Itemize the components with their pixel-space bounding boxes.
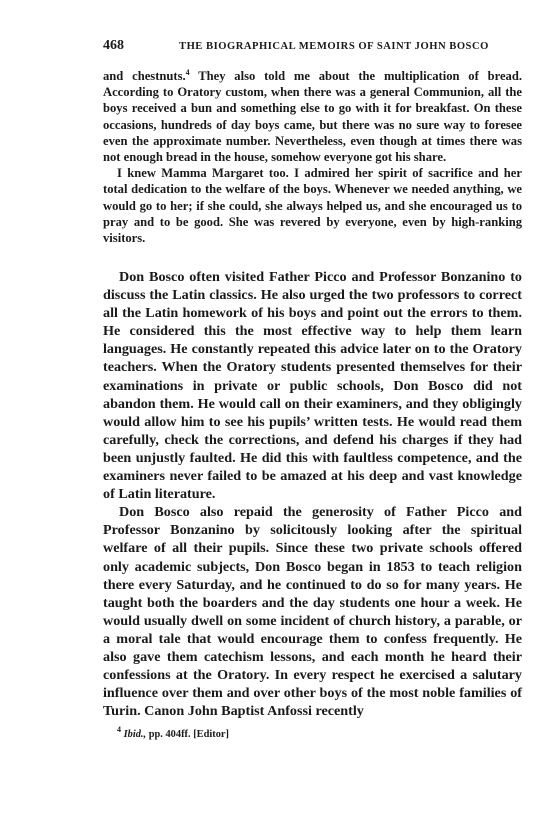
- page-number: 468: [103, 38, 124, 53]
- quote-p1-start: and chestnuts.: [103, 69, 186, 83]
- footnote: [117, 725, 229, 740]
- footnote-number: 4: [117, 725, 121, 734]
- footnote-ref: Ibid.,: [123, 729, 147, 740]
- footnote-marker: 4: [185, 68, 190, 77]
- quote-paragraph-1: [103, 68, 522, 165]
- quoted-testimony: [103, 68, 522, 246]
- page-header: [103, 38, 523, 58]
- body-paragraph-2: Don Bosco also repaid the generosity of Father Picco and Professor Bonzanino by solicitously looking after the spiritual welfare of all their pupils. Since these two private schools offered only academic subjects, Don Bosco began in 1853 to teach religion there every Saturday, and he continued to do so for many years. He taught both the boarders and the day students one hour a week. He would usually dwell on some incident of church history, a parable, or a moral tale that would encourage them to confess frequently. He also gave them catechism lessons, and each month he heard their confessions at the Oratory. In every respect he exercised a salutary influence over them and over other boys of the most noble families of Turin. Canon John Baptist Anfossi recently: [103, 504, 522, 720]
- body-text: [103, 268, 522, 720]
- quote-p1-rest: They also told me about the multiplication of bread. According to Oratory custom, when there was a general Communion, all the boys received a bun and something else to go with it for breakfast. On these occasions, hundreds of day boys came, but there was no sure way to foresee even the approximate number. Nevertheless, even though at times there was not enough bread in the house, somehow everyone got his share.: [103, 69, 523, 165]
- body-paragraph-1: Don Bosco often visited Father Picco and Professor Bonzanino to discuss the Latin classics. He also urged the two professors to correct all the Latin homework of his boys and point out the errors to them. He considered this the most effective way to help them learn languages. He constantly repeated this advice later on to the Oratory teachers. When the Oratory students presented themselves for their examinations in private or public schools, Don Bosco did not abandon them. He would call on their examiners, and they obligingly would allow him to see his pupils’ written tests. He would read them carefully, check the corrections, and defend his charges if they had been unjustly faulted. He did this with faultless competence, and the examiners never failed to be amazed at his deep and vast knowledge of Latin literature.: [103, 269, 522, 503]
- quote-paragraph-2: I knew Mamma Margaret too. I admired her spirit of sacrifice and her total dedication to the welfare of the boys. Whenever we needed anything, we would go to her; if she could, she always helped us, and she encouraged us to pray and to be good. She was revered by everyone, even by high-ranking visitors.: [103, 166, 522, 246]
- footnote-text: pp. 404ff. [Editor]: [146, 729, 229, 740]
- running-title: THE BIOGRAPHICAL MEMOIRS OF SAINT JOHN BOSCO: [179, 41, 489, 52]
